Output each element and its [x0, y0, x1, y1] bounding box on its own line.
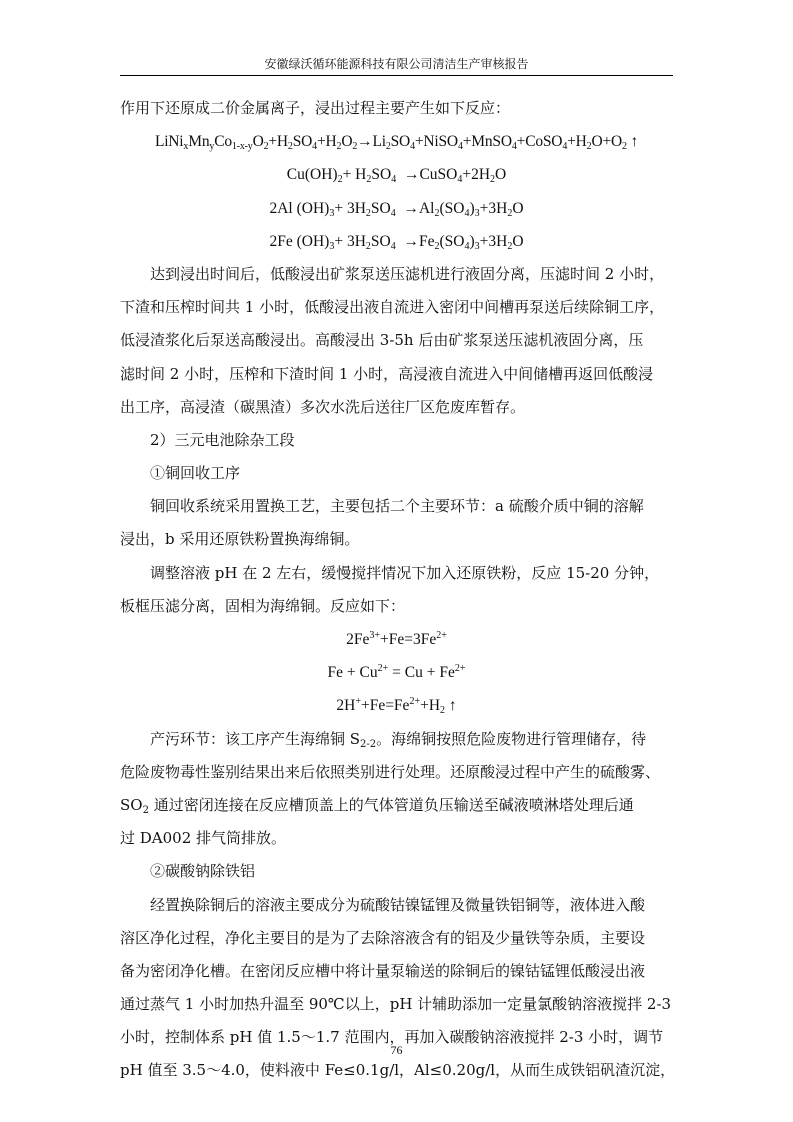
paragraph-line: 过 DA002 排气筒排放。 — [120, 829, 287, 848]
text-run: 通过密闭连接在反应槽顶盖上的气体管道负压输送至碱液喷淋塔处理后通 — [148, 795, 634, 814]
subscript: 2 — [142, 804, 149, 816]
paragraph-line: 溶区净化过程，净化主要目的是为了去除溶液含有的铝及少量铁等杂质，主要设 — [120, 928, 646, 947]
header-rule — [120, 75, 673, 76]
equation-leaching-main: $LiNi_xMn_yCo_{1-x-y}O_2+H_2SO_4+H_2O_2\to Li_2SO_4+NiSO_4+MnSO_4+CoSO_4+H_2O+O_2$ ↑ — [154, 133, 639, 153]
paragraph-line: 作用下还原成二价金属离子，浸出过程主要产生如下反应： — [120, 99, 511, 117]
equation-copper-displacement: $Fe + Cu^{2+} = Cu + Fe^{2+}$ — [327, 663, 466, 682]
paragraph-line: 调整溶液 pH 在 2 左右，缓慢搅拌情况下加入还原铁粉，反应 15-20 分钟， — [150, 563, 660, 582]
paragraph-line — [120, 723, 673, 756]
section-heading: 2）三元电池除杂工段 — [150, 430, 295, 449]
paragraph-line: 危险废物毒性鉴别结果出来后依照类别进行处理。还原酸浸过程中产生的硫酸雾、 — [120, 762, 661, 781]
paragraph-line — [120, 789, 673, 822]
paragraph-line: 滤时间 2 小时，压榨和下渣时间 1 小时，高浸液自流进入中间储槽再返回低酸浸 — [120, 364, 654, 383]
paragraph-line: 下渣和压榨时间共 1 小时，低酸浸出液自流进入密闭中间槽再泵送后续除铜工序， — [120, 298, 665, 317]
text-run: SO — [120, 795, 143, 814]
equation-iron-ferric: $2Fe^{3+}+Fe=3Fe^{2+}$ — [346, 630, 447, 648]
subsection-heading: ①铜回收工序 — [150, 464, 241, 483]
paragraph-line: 达到浸出时间后，低酸浸出矿浆泵送压滤机进行液固分离，压滤时间 2 小时， — [150, 264, 665, 283]
equation-copper-hydroxide: $Cu(OH)_2+ H_2SO_4$ $\to CuSO_4+2H_2O$ — [286, 166, 507, 186]
paragraph-line: 浸出，b 采用还原铁粉置换海绵铜。 — [120, 530, 360, 549]
equation-aluminium-hydroxide: 2Al $(OH)_3+ 3H_2SO_4 \to Al_2(SO_4)_3+3H_2O$ — [269, 199, 524, 219]
paragraph-line: 板框压滤分离，固相为海绵铜。反应如下： — [120, 596, 406, 615]
paragraph-line: 铜回收系统采用置换工艺，主要包括二个主要环节：a 硫酸介质中铜的溶解 — [150, 497, 644, 516]
paragraph-line: 低浸渣浆化后泵送高酸浸出。高酸浸出 3-5h 后由矿浆泵送压滤机液固分离，压 — [120, 331, 644, 350]
text-run: 产污环节：该工序产生海绵铜 S — [150, 729, 361, 748]
paragraph-line: 出工序，高浸渣（碳黑渣）多次水洗后送往厂区危废库暂存。 — [120, 397, 526, 416]
page-number: 76 — [390, 1043, 403, 1057]
page-header: 安徽绿沃循环能源科技有限公司清洁生产审核报告 — [264, 57, 529, 71]
paragraph-line: 备为密闭净化槽。在密闭反应槽中将计量泵输送的除铜后的镍钴锰锂低酸浸出液 — [120, 961, 646, 980]
paragraph-line: 通过蒸气 1 小时加热升温至 90℃以上，pH 计辅助添加一定量氯酸钠溶液搅拌 2-3 — [120, 995, 672, 1014]
paragraph-line: pH 值至 3.5～4.0，使料液中 Fe≤0.1g/l，Al≤0.20g/l，从而生成铁铝矾渣沉淀， — [120, 1061, 676, 1080]
subsection-heading: ②碳酸钠除铁铝 — [150, 862, 256, 881]
page-body — [120, 92, 676, 1088]
text-run: 。海绵铜按照危险废物进行管理储存，待 — [376, 729, 647, 748]
equation-hydrogen-release: $2H^++Fe=Fe^{2+}+H_2$ ↑ — [336, 696, 457, 717]
paragraph-line: 经置换除铜后的溶液主要成分为硫酸钴镍锰锂及微量铁铝铜等，液体进入酸 — [150, 895, 646, 914]
equation-iron-hydroxide: 2Fe $(OH)_3+ 3H_2SO_4 \to Fe_2(SO_4)_3+3H_2O$ — [269, 232, 524, 252]
subscript: 2-2 — [360, 738, 377, 750]
paragraph-line: 小时，控制体系 pH 值 1.5～1.7 范围内，再加入碳酸钠溶液搅拌 2-3 小时，调节 — [120, 1028, 664, 1047]
